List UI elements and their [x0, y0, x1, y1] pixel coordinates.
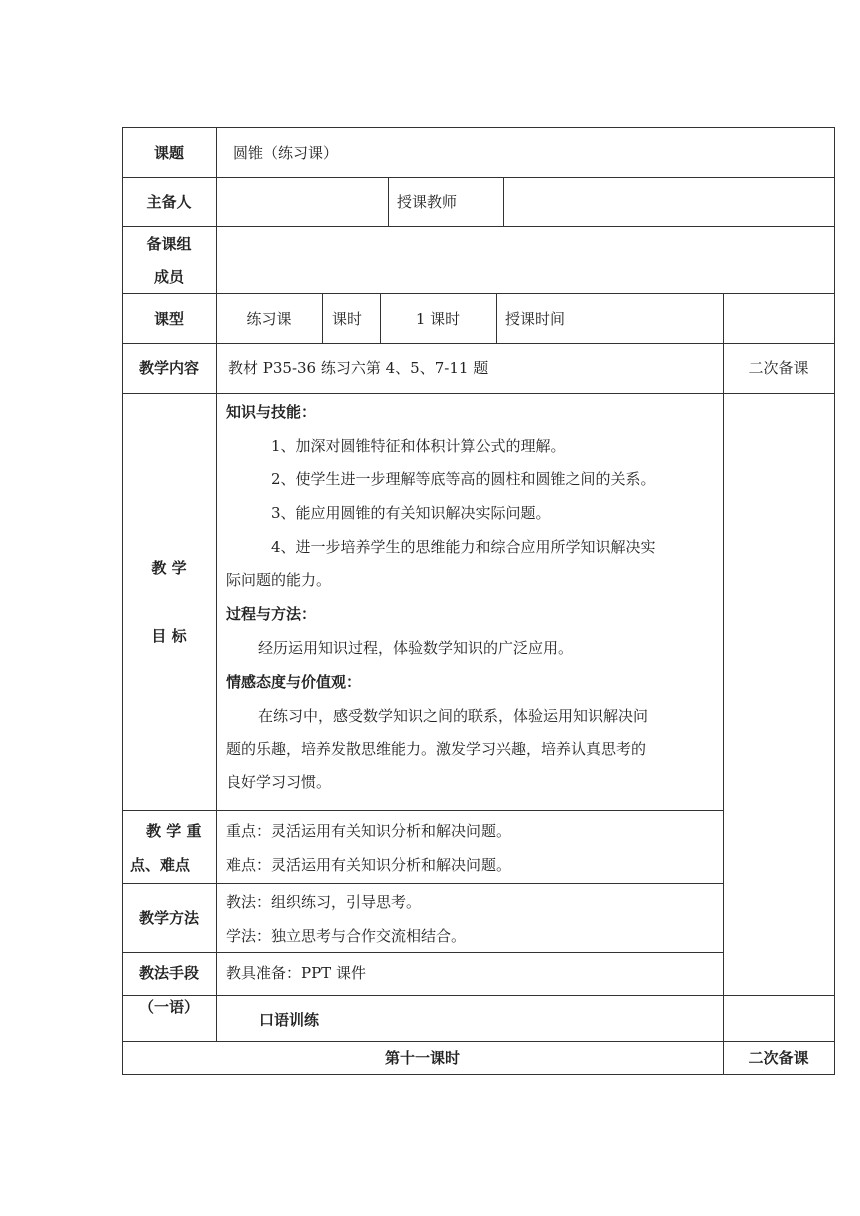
- tools-label: 教法手段: [138, 964, 199, 982]
- emotion-text-2: 题的乐趣，培养发散思维能力。激发学习兴趣，培养认真思考的: [226, 740, 647, 758]
- type-label: 课型: [153, 310, 184, 328]
- content-side-label: 二次备课: [748, 359, 809, 377]
- emotion-heading: 情感态度与价值观：: [226, 673, 362, 691]
- row-line: [122, 810, 723, 811]
- hours-label: 课时: [332, 310, 363, 328]
- row-line: [122, 1074, 835, 1075]
- row-line: [122, 293, 835, 294]
- topic-label: 课题: [153, 144, 184, 162]
- topic-value: 圆锥（练习课）: [233, 144, 339, 162]
- table-border-right: [834, 127, 835, 1075]
- emotion-text-1: 在练习中，感受数学知识之间的联系，体验运用知识解决问: [258, 707, 649, 725]
- content-value: 教材 P35-36 练习六第 4、5、7-11 题: [228, 359, 489, 377]
- col-line: [388, 177, 389, 227]
- group-label-line1: 备课组: [146, 235, 192, 253]
- lesson-side-label: 二次备课: [748, 1049, 809, 1067]
- goal-knowledge-2: 2、使学生进一步理解等底等高的圆柱和圆锥之间的关系。: [271, 470, 656, 488]
- lesson-label: 第十一课时: [384, 1049, 460, 1067]
- goals-label-line2: 目 标: [151, 627, 187, 645]
- goal-knowledge-4b: 际问题的能力。: [226, 571, 332, 589]
- difficulty-text: 难点：灵活运用有关知识分析和解决问题。: [226, 856, 512, 874]
- goal-knowledge-4a: 4、进一步培养学生的思维能力和综合应用所学知识解决实: [271, 538, 656, 556]
- key-label-line1: 教 学 重: [146, 822, 202, 840]
- process-heading: 过程与方法：: [226, 605, 317, 623]
- col-line: [322, 293, 323, 344]
- type-value: 练习课: [246, 310, 292, 328]
- col-line: [503, 177, 504, 227]
- oral-label: （一语）: [138, 998, 199, 1016]
- time-label: 授课时间: [505, 310, 566, 328]
- row-line: [122, 393, 835, 394]
- tools-value: 教具准备：PPT 课件: [226, 964, 366, 982]
- col-line: [216, 127, 217, 1042]
- preparer-label: 主备人: [146, 193, 192, 211]
- col-line: [496, 293, 497, 344]
- col-line: [723, 293, 724, 1075]
- knowledge-heading: 知识与技能：: [226, 403, 317, 421]
- emotion-text-3: 良好学习习惯。: [226, 773, 332, 791]
- method-label: 教学方法: [138, 909, 199, 927]
- hours-value: 1 课时: [415, 310, 461, 328]
- key-label-line2: 点、难点: [130, 856, 191, 874]
- row-line: [122, 883, 723, 884]
- key-point-text: 重点：灵活运用有关知识分析和解决问题。: [226, 822, 512, 840]
- goals-label-line1: 教 学: [151, 559, 187, 577]
- row-line: [122, 1041, 835, 1042]
- row-line: [122, 952, 723, 953]
- oral-value: 口语训练: [259, 1011, 320, 1029]
- row-line: [122, 127, 835, 128]
- content-label: 教学内容: [138, 359, 199, 377]
- row-line: [122, 343, 835, 344]
- row-line: [122, 995, 835, 996]
- goal-knowledge-3: 3、能应用圆锥的有关知识解决实际问题。: [271, 504, 551, 522]
- goal-knowledge-1: 1、加深对圆锥特征和体积计算公式的理解。: [271, 437, 566, 455]
- process-text: 经历运用知识过程，体验数学知识的广泛应用。: [258, 639, 574, 657]
- row-line: [122, 226, 835, 227]
- learning-method-text: 学法：独立思考与合作交流相结合。: [226, 927, 467, 945]
- teacher-label: 授课教师: [397, 193, 458, 211]
- teaching-method-text: 教法：组织练习，引导思考。: [226, 893, 422, 911]
- row-line: [122, 177, 835, 178]
- group-label-line2: 成员: [153, 268, 184, 286]
